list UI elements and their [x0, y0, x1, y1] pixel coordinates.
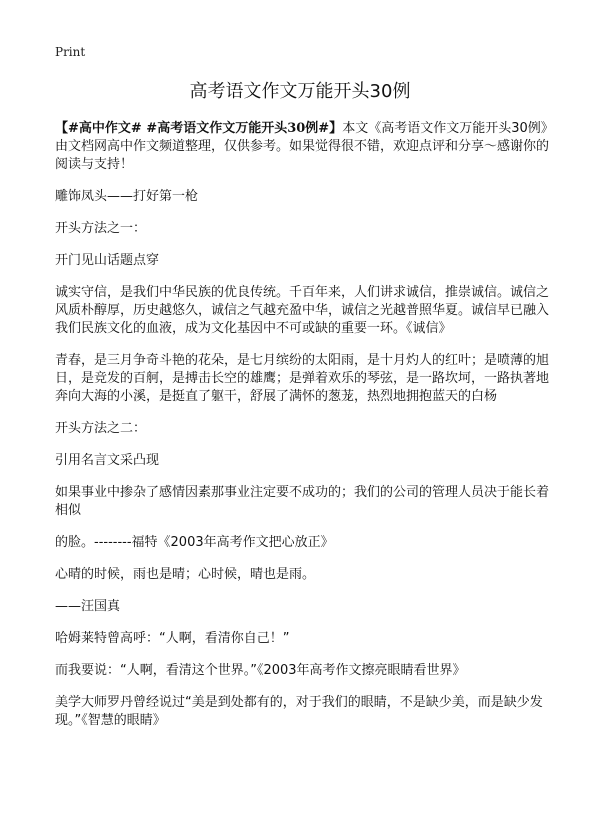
print-label: Print [55, 45, 86, 59]
intro-paragraph [55, 120, 550, 174]
body-paragraph: 青春，是三月争奇斗艳的花朵，是七月缤纷的太阳雨，是十月灼人的红叶；是喷薄的旭日，是竞发的百舸，是搏击长空的雄鹰；是弹着欢乐的琴弦，是一路坎坷，一路执著地奔向大海的小溪，是挺直了躯干，舒展了满怀的葱茏，热烈地拥抱蓝天的白杨 [55, 353, 550, 404]
body-paragraph: 而我要说：“人啊，看清这个世界。”《2003年高考作文擦亮眼睛看世界》 [55, 663, 466, 678]
method-subheading: 引用名言文采凸现 [55, 453, 160, 468]
body-paragraph: 的脸。--------福特《2003年高考作文把心放正》 [55, 535, 334, 550]
page-title: 高考语文作文万能开头30例 [189, 81, 411, 102]
body-paragraph: 如果事业中掺杂了感情因素那事业注定要不成功的；我们的公司的管理人员决于能长着相似 [55, 485, 550, 518]
body-paragraph: 哈姆莱特曾高呼：“人啊，看清你自己！” [55, 631, 290, 646]
attribution-line: ——汪国真 [55, 599, 121, 614]
method-heading: 开头方法之一： [55, 221, 147, 236]
method-subheading: 开门见山话题点穿 [55, 253, 160, 268]
body-paragraph: 诚实守信，是我们中华民族的优良传统。千百年来，人们讲求诚信，推崇诚信。诚信之风质朴醇厚，历史越悠久，诚信之气越充盈中华，诚信之光越普照华夏。诚信早已融入我们民族文化的血液，成为文化基因中不可或缺的重要一环。《诚信》 [55, 285, 550, 336]
body-paragraph: 美学大师罗丹曾经说过“美是到处都有的，对于我们的眼睛，不是缺少美，而是缺少发现。”《智慧的眼睛》 [55, 695, 543, 728]
method-heading: 开头方法之二： [55, 421, 147, 436]
intro-tag: 【#高中作文# #高考语文作文万能开头30例#】 [55, 121, 343, 136]
intro-text: 本文《高考语文作文万能开头30例》由文档网高中作文频道整理，仅供参考。如果觉得很不错，欢迎点评和分享～感谢你的阅读与支持！ [55, 121, 550, 172]
article-body [55, 120, 550, 744]
body-paragraph: 心晴的时候，雨也是晴；心时候，晴也是雨。 [55, 567, 316, 582]
section-heading: 雕饰凤头——打好第一枪 [55, 189, 199, 204]
